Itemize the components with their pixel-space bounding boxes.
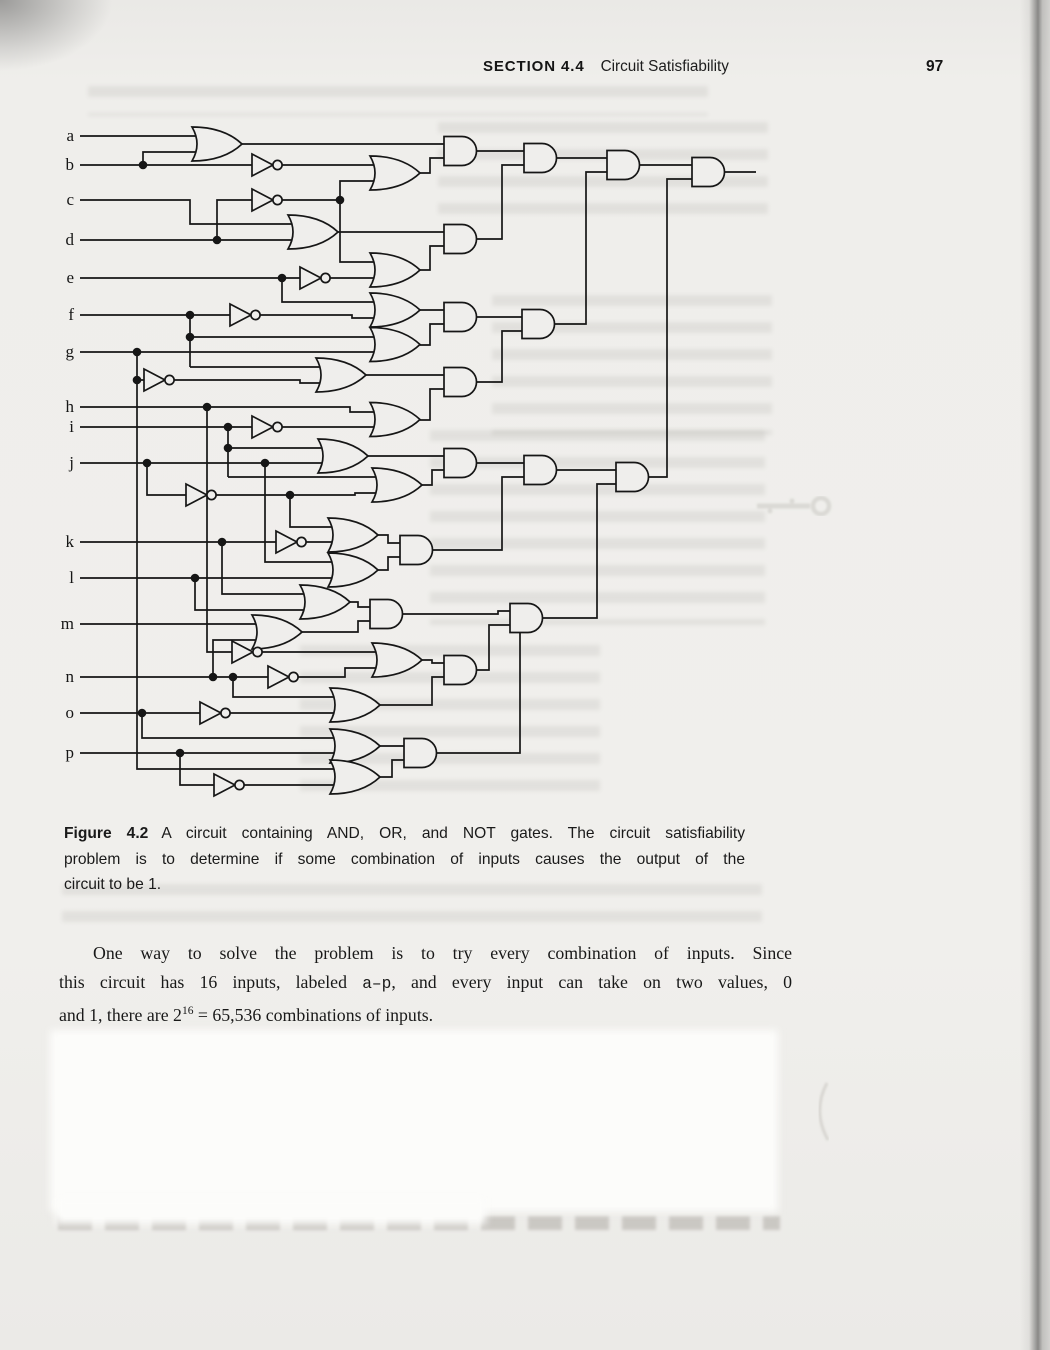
input-label-b: b: [65, 155, 74, 174]
input-label-e: e: [66, 268, 74, 287]
exponent: 16: [181, 1004, 194, 1017]
caption-line-3: circuit to be 1.: [64, 876, 162, 894]
input-label-a: a: [66, 126, 74, 145]
input-label-d: d: [65, 230, 74, 249]
page-number: 97: [926, 58, 944, 75]
section-label: SECTION 4.4: [483, 58, 585, 75]
paragraph-line-2: this circuit has 16 inputs, labeled a–p, and every input can take on two values, 0: [59, 971, 792, 993]
input-label-m: m: [60, 614, 74, 633]
bleed-through-key-mark: [757, 498, 829, 514]
input-label-o: o: [65, 703, 74, 722]
input-label-n: n: [65, 667, 74, 686]
input-labels: [61, 126, 75, 762]
input-label-p: p: [65, 743, 74, 762]
page-header: [483, 58, 729, 76]
circuit-gates-and-wires: [80, 127, 756, 796]
figure-caption-label: Figure 4.2: [64, 825, 149, 842]
caption-line-1: [64, 821, 745, 847]
input-label-c: c: [66, 190, 74, 209]
figure-caption: [64, 821, 745, 898]
input-label-j: j: [69, 453, 74, 472]
input-label-l: l: [69, 568, 74, 587]
caption-text: A circuit containing AND, OR, and NOT gates. The circuit satisfiability: [161, 825, 745, 842]
whited-out-region: [56, 1198, 486, 1224]
section-title: Circuit Satisfiability: [600, 58, 729, 75]
monospace-input-range: a–p: [362, 974, 392, 993]
paragraph-line-3: and 1, there are $2^{16} = 65,536$ combinations of inputs.: [59, 1004, 434, 1025]
page-edge-shadow: [1020, 0, 1050, 1350]
caption-line-2: problem is to determine if some combination of inputs causes the output of the: [64, 850, 745, 868]
paragraph-line-1: One way to solve the problem is to try every combination of inputs. Since: [93, 943, 792, 963]
body-paragraph: [59, 939, 792, 1029]
input-label-f: f: [68, 305, 74, 324]
input-label-i: i: [69, 417, 74, 436]
scan-corner-shadow: [0, 0, 150, 100]
input-label-g: g: [65, 342, 74, 361]
whited-out-region: [50, 1030, 778, 1212]
scan-crease-mark: [820, 1083, 828, 1140]
input-label-h: h: [65, 397, 74, 416]
input-label-k: k: [65, 532, 74, 551]
